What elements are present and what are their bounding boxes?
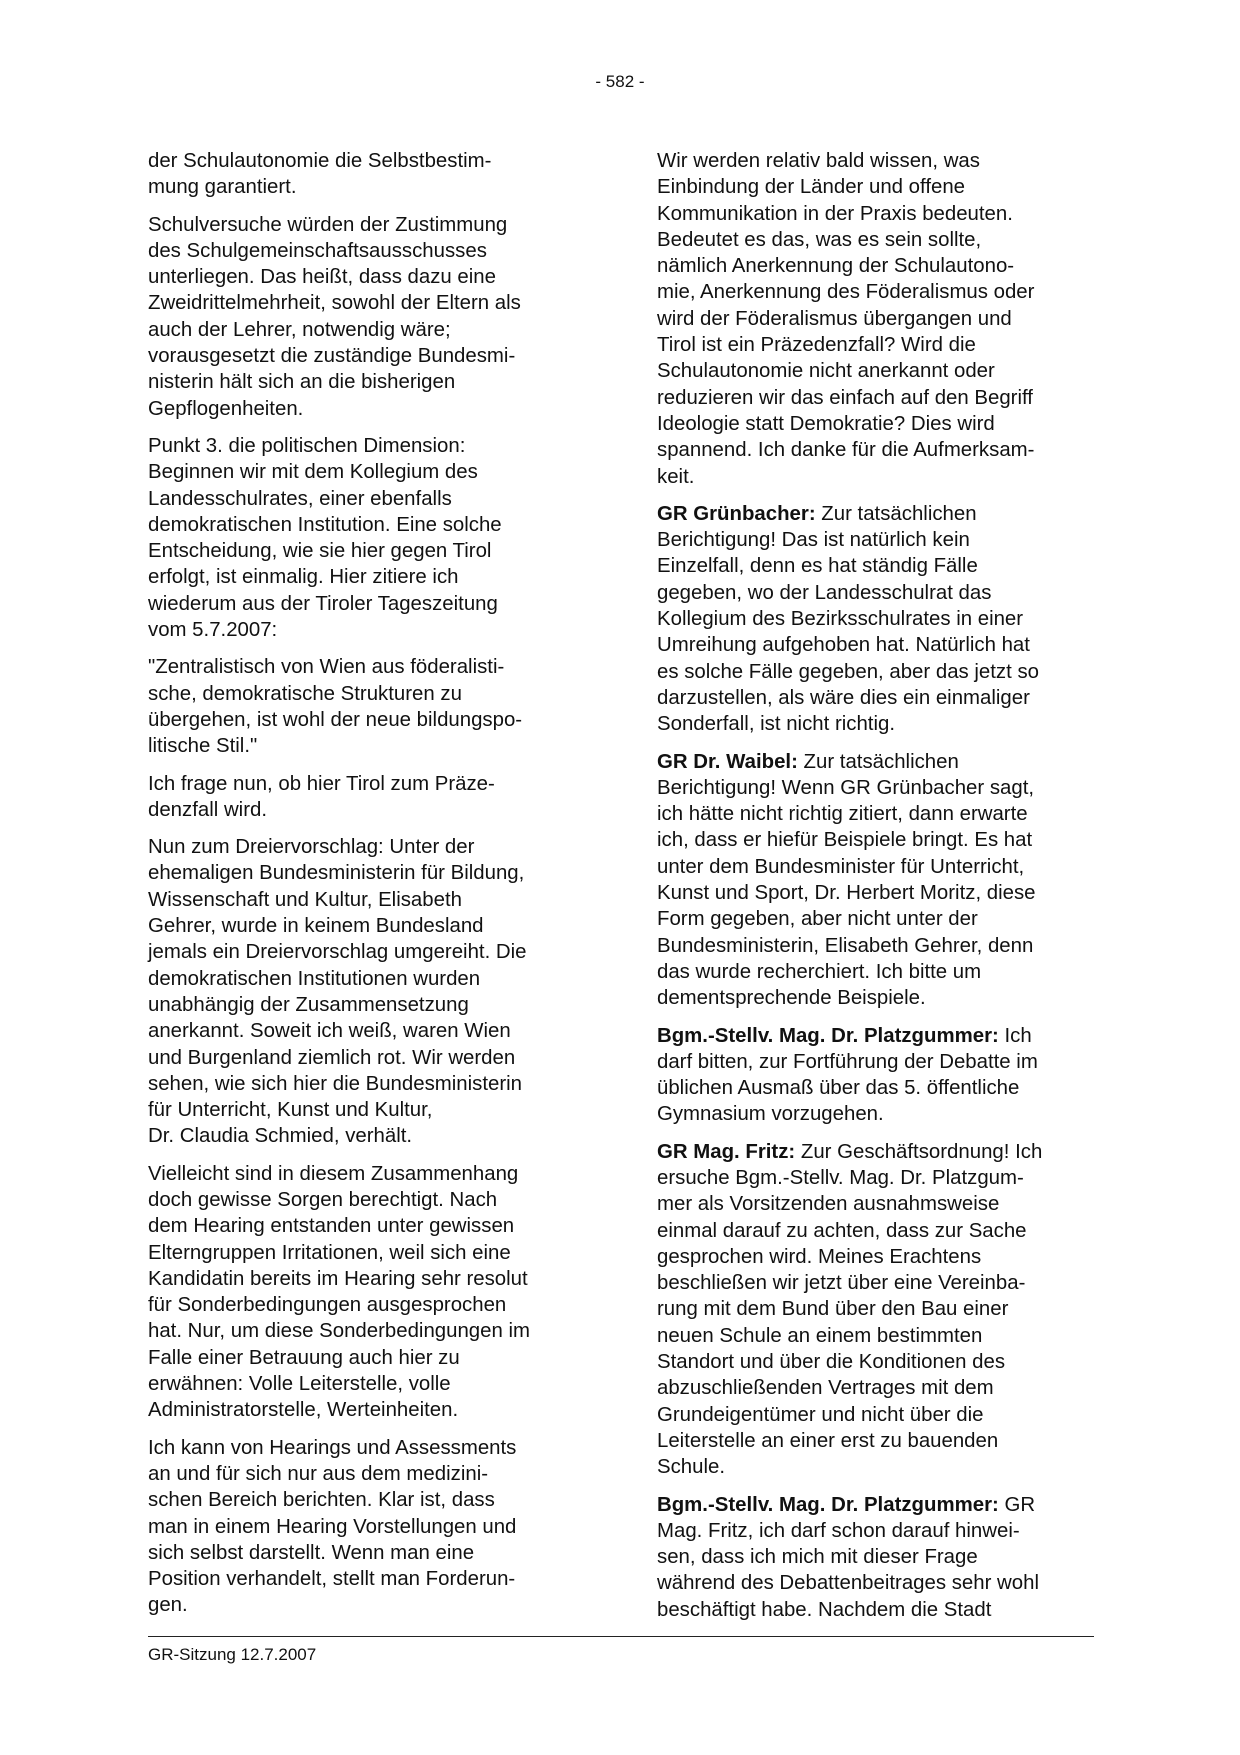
speaker-name: GR Dr. Waibel: (657, 750, 798, 773)
right-column (657, 148, 1097, 1634)
speech-text: GR Mag. Fritz, ich darf schon darauf hinwei- sen, dass ich mich mit dieser Frage während des Debattenbeitrages sehr wohl beschäftigt habe. Nachdem die Stadt (657, 1493, 1039, 1621)
speech-paragraph (657, 1139, 1097, 1481)
paragraph: Wir werden relativ bald wissen, was Einbindung der Länder und offene Kommunikation in der Praxis bedeuten. Bedeutet es das, was es sein sollte, nämlich Anerkennung der Schulautono- mie, Anerkennung des Föderalismus oder wird der Föderalismus übergangen und Tirol ist ein Präzedenzfall? Wird die Schulautonomie nicht anerkannt oder reduzieren wir das einfach auf den Begriff Ideologie statt Demokratie? Dies wird spannend. Ich danke für die Aufmerksam- keit. (657, 150, 1035, 488)
speech-paragraph (657, 1492, 1097, 1623)
footer-session-date: GR-Sitzung 12.7.2007 (148, 1645, 317, 1664)
speaker-name: GR Grünbacher: (657, 502, 816, 525)
speech-paragraph (657, 501, 1097, 738)
paragraph: Schulversuche würden der Zustimmung des Schulgemeinschaftsausschusses unterliegen. Das heißt, dass dazu eine Zweidrittelmehrheit, sowohl der Eltern als auch der Lehrer, notwendig wäre; vorausgesetzt die zuständige Bundesmi- nisterin hält sich an die bisherigen Gepflogenheiten. (148, 213, 521, 420)
paragraph: der Schulautonomie die Selbstbestim- mung garantiert. (148, 150, 492, 199)
paragraph: Vielleicht sind in diesem Zusammenhang doch gewisse Sorgen berechtigt. Nach dem Hearing entstanden unter gewissen Elterngruppen Irritationen, weil sich eine Kandidatin bereits im Hearing sehr resolut für Sonderbedingungen ausgesprochen hat. Nur, um diese Sonderbedingungen im Falle einer Betrauung auch hier zu erwähnen: Volle Leiterstelle, volle Administratorstelle, Werteinheiten. (148, 1162, 531, 1422)
paragraph: Ich frage nun, ob hier Tirol zum Präze- denzfall wird. (148, 772, 495, 821)
paragraph: Punkt 3. die politischen Dimension: Beginnen wir mit dem Kollegium des Landesschulrates, einer ebenfalls demokratischen Institution. Eine solche Entscheidung, wie sie hier gegen Tirol erfolgt, ist einmalig. Hier zitiere ich wiederum aus der Tiroler Tageszeitung vom 5.7.2007: (148, 434, 502, 642)
quotation-paragraph: "Zentralistisch von Wien aus föderalisti- sche, demokratische Strukturen zu übergehen, ist wohl der neue bildungspo- litische Stil." (148, 656, 523, 758)
speech-paragraph (657, 1023, 1097, 1128)
speech-text: Zur Geschäftsordnung! Ich ersuche Bgm.-Stellv. Mag. Dr. Platzgum- mer als Vorsitzenden ausnahmsweise einmal darauf zu achten, dass zur Sache gesprochen wird. Meines Erachtens beschließen wir jetzt über eine Vereinba- rung mit dem Bund über den Bau einer neuen Schule an einem bestimmten Standort und über die Konditionen des abzuschließenden Vertrages mit dem Grundeigentümer und nicht über die Leiterstelle an einer erst zu bauenden Schule. (657, 1140, 1043, 1479)
speech-paragraph (657, 749, 1097, 1012)
page-number: - 582 - (595, 72, 645, 91)
paragraph: Ich kann von Hearings und Assessments an und für sich nur aus dem medizini- schen Bereich berichten. Klar ist, dass man in einem Hearing Vorstellungen und sich selbst darstellt. Wenn man eine Position verhandelt, stellt man Forderun- gen. (148, 1436, 517, 1617)
speaker-name: Bgm.-Stellv. Mag. Dr. Platzgummer: (657, 1024, 999, 1047)
left-column (148, 148, 578, 1630)
speech-text: Zur tatsächlichen Berichtigung! Das ist natürlich kein Einzelfall, denn es hat ständig Fälle gegeben, wo der Landesschulrat das Kollegium des Bezirksschulrates in einer Umreihung aufgehoben hat. Natürlich hat es solche Fälle gegeben, aber das jetzt so darzustellen, als wäre dies ein einmaliger Sonderfall, ist nicht richtig. (657, 502, 1039, 736)
paragraph: Nun zum Dreiervorschlag: Unter der ehemaligen Bundesministerin für Bildung, Wissenschaft und Kultur, Elisabeth Gehrer, wurde in keinem Bundesland jemals ein Dreiervorschlag umgereiht. Die demokratischen Institutionen wurden unabhängig der Zusammensetzung anerkannt. Soweit ich weiß, waren Wien und Burgenland ziemlich rot. Wir werden sehen, wie sich hier die Bundesministerin für Unterricht, Kunst und Kultur, Dr. Claudia Schmied, verhält. (148, 836, 527, 1148)
footer-divider (148, 1636, 1094, 1637)
speaker-name: GR Mag. Fritz: (657, 1140, 796, 1163)
speech-text: Zur tatsächlichen Berichtigung! Wenn GR Grünbacher sagt, ich hätte nicht richtig zitiert, dann erwarte ich, dass er hiefür Beispiele bringt. Es hat unter dem Bundesminister für Unterricht, Kunst und Sport, Dr. Herbert Moritz, diese Form gegeben, aber nicht unter der Bundesministerin, Elisabeth Gehrer, denn das wurde recherchiert. Ich bitte um dementsprechende Beispiele. (657, 750, 1036, 1010)
speaker-name: Bgm.-Stellv. Mag. Dr. Platzgummer: (657, 1493, 999, 1516)
speech-text: Ich darf bitten, zur Fortführung der Debatte im üblichen Ausmaß über das 5. öffentliche Gymnasium vorzugehen. (657, 1024, 1038, 1126)
